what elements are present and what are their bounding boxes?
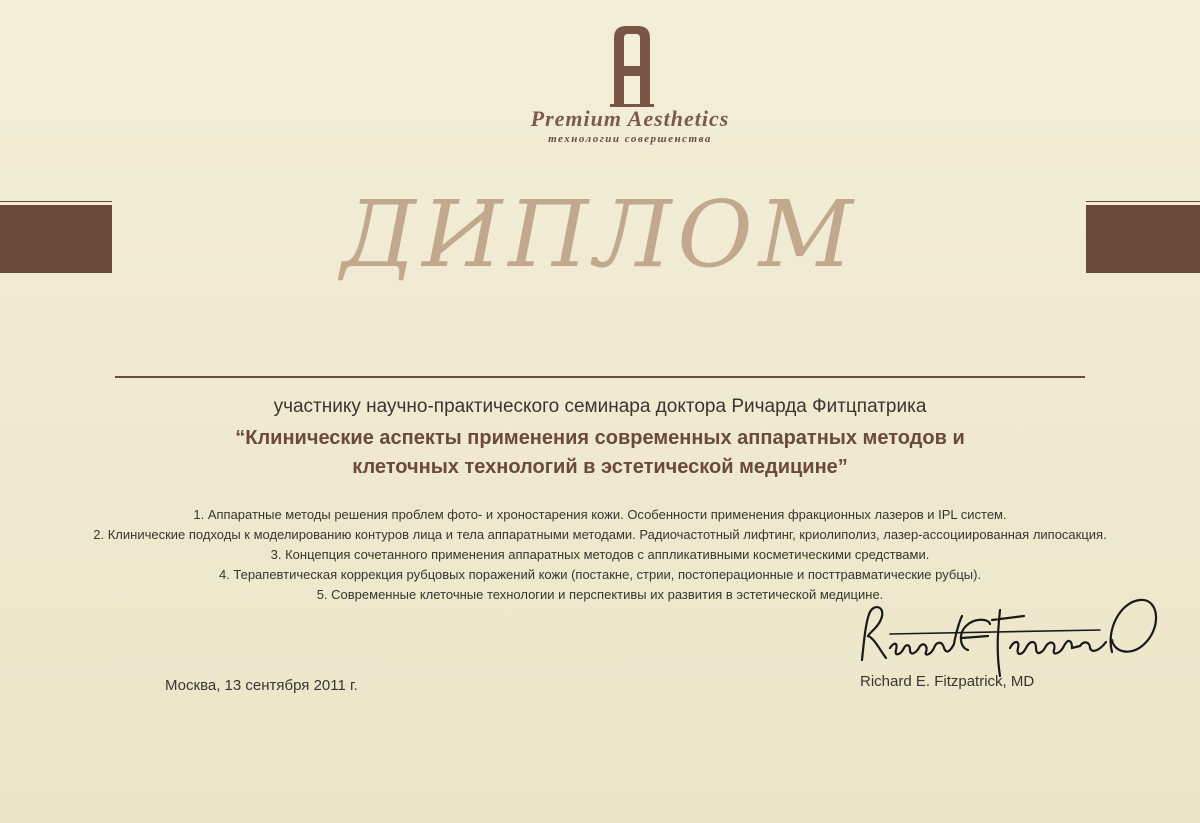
seminar-title-line-1: “Клинические аспекты применения современных аппаратных методов и	[235, 427, 965, 449]
right-decor-band	[1086, 205, 1200, 273]
logo-letter-a-icon	[608, 20, 656, 108]
intro-line: участнику научно-практического семинара доктора Ричарда Фитцпатрика	[273, 396, 927, 417]
brand-tagline: технологии совершенства	[548, 133, 712, 145]
left-decor-band	[0, 205, 112, 273]
left-thin-rule	[0, 201, 112, 202]
topic-item: 1. Аппаратные методы решения проблем фото- и хроностарения кожи. Особенности применения фракционных лазеров и IPL систем.	[193, 507, 1007, 522]
topic-item: 2. Клинические подходы к моделированию контуров лица и тела аппаратными методами. Радиочастотный лифтинг, криолиполиз, лазер-ассоциированная липосакция.	[93, 527, 1107, 542]
handwritten-signature	[850, 590, 1170, 680]
seminar-title	[150, 424, 1050, 482]
topic-item: 3. Концепция сочетанного применения аппаратных методов с аппликативными косметическими средствами.	[270, 547, 930, 562]
right-thin-rule	[1086, 201, 1200, 202]
diploma-title: ДИПЛОМ	[341, 181, 859, 288]
title-divider	[115, 376, 1085, 378]
premium-aesthetics-logo	[520, 14, 740, 144]
brand-name: Premium Aesthetics	[530, 106, 730, 131]
signatory-name: Richard E. Fitzpatrick, MD	[860, 673, 1035, 690]
seminar-title-line-2: клеточных технологий в эстетической медицине”	[352, 456, 848, 478]
place-and-date: Москва, 13 сентября 2011 г.	[165, 677, 358, 694]
topic-item: 5. Современные клеточные технологии и перспективы их развития в эстетической медицине.	[316, 587, 884, 602]
topic-item: 4. Терапевтическая коррекция рубцовых поражений кожи (постакне, стрии, постоперационные и посттравматические рубцы).	[218, 567, 982, 582]
